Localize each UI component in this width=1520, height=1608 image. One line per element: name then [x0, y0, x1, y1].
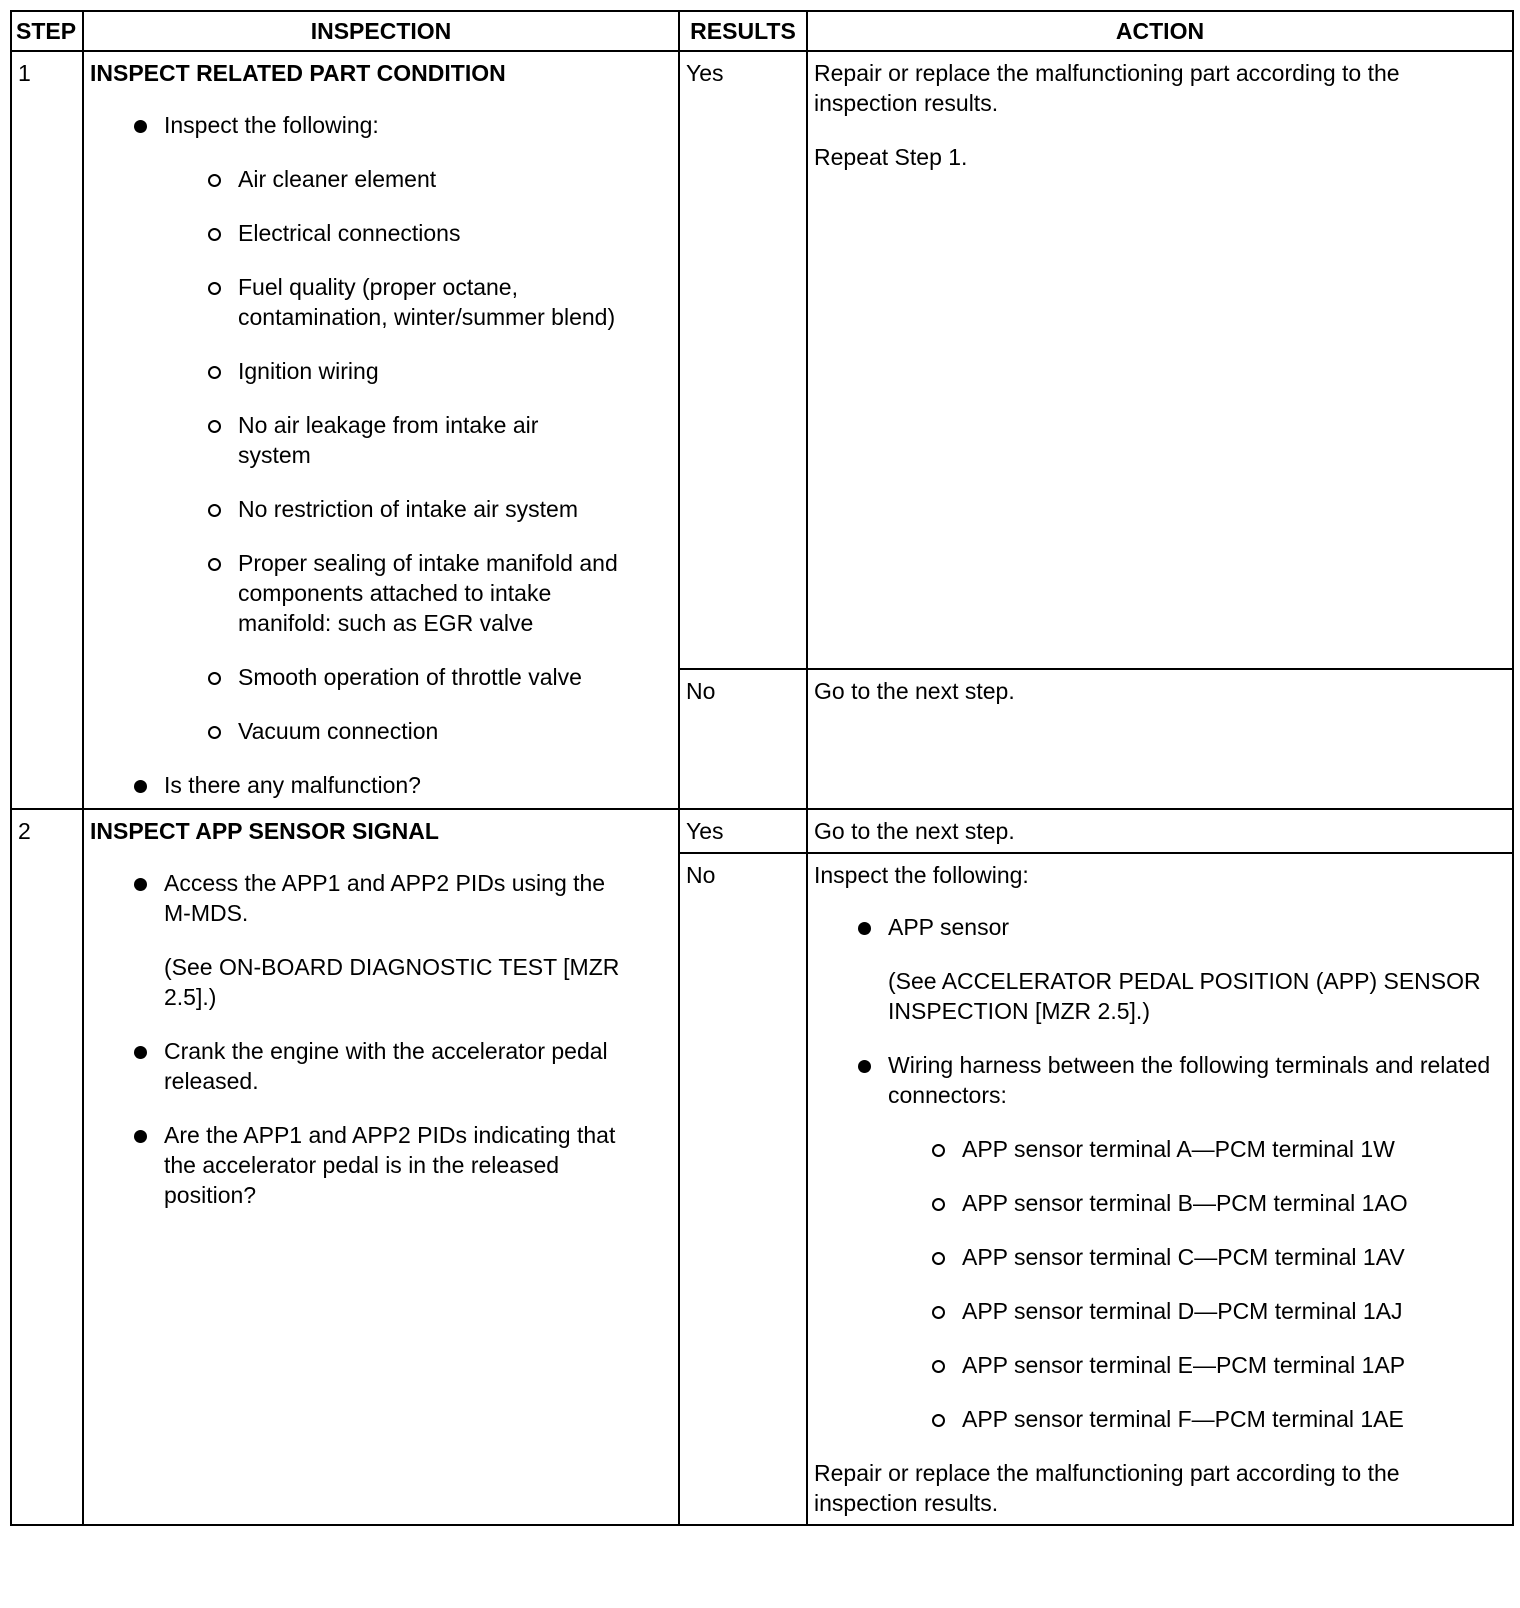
- step2-no-intro: Inspect the following:: [814, 862, 1029, 888]
- circle-bullet-icon: [208, 558, 221, 571]
- list-item: [858, 912, 1506, 1026]
- circle-bullet-icon: [932, 1306, 945, 1319]
- step1-yes-row: [11, 51, 1513, 669]
- step2-no-bullet1-note: (See ACCELERATOR PEDAL POSITION (APP) SENSOR INSPECTION [MZR 2.5].): [888, 968, 1481, 1024]
- header-action: ACTION: [807, 11, 1513, 51]
- bullet-icon: [134, 780, 147, 793]
- bullet-icon: [134, 120, 147, 133]
- circle-bullet-icon: [932, 1144, 945, 1157]
- step1-number: 1: [11, 51, 83, 809]
- step1-action-yes: [807, 51, 1513, 669]
- circle-bullet-icon: [208, 366, 221, 379]
- step2-action-yes: Go to the next step.: [807, 809, 1513, 853]
- list-item: [932, 1134, 1506, 1164]
- check-item: Fuel quality (proper octane, contamination, winter/summer blend): [238, 274, 616, 330]
- list-item: [208, 548, 672, 638]
- step2-yes-row: [11, 809, 1513, 853]
- bullet-icon: [134, 1130, 147, 1143]
- step1-bullet-intro: Inspect the following:: [164, 112, 379, 138]
- list-item: [208, 662, 672, 692]
- list-item: [134, 1036, 652, 1096]
- circle-bullet-icon: [932, 1414, 945, 1427]
- list-item: [208, 716, 672, 746]
- check-item: Air cleaner element: [238, 166, 437, 192]
- header-results: RESULTS: [679, 11, 807, 51]
- list-item: [208, 164, 672, 194]
- terminal-list: [888, 1134, 1506, 1434]
- step1-checklist: [164, 164, 672, 746]
- step2-result-yes: Yes: [679, 809, 807, 853]
- list-item: [208, 272, 672, 332]
- step2-bullets: [90, 868, 672, 1210]
- step2-action-no: [807, 853, 1513, 1525]
- circle-bullet-icon: [932, 1252, 945, 1265]
- diagnostic-procedure: [10, 10, 1514, 1526]
- list-item: [208, 218, 672, 248]
- step1-result-yes: Yes: [679, 51, 807, 669]
- step1-title: INSPECT RELATED PART CONDITION: [90, 60, 506, 86]
- terminal-item: APP sensor terminal C—PCM terminal 1AV: [962, 1244, 1405, 1270]
- step2-inspection: [83, 809, 679, 1525]
- list-item: [858, 1050, 1506, 1434]
- step2-bullet: Access the APP1 and APP2 PIDs using the M-MDS.: [164, 870, 606, 926]
- circle-bullet-icon: [208, 174, 221, 187]
- bullet-icon: [134, 878, 147, 891]
- check-item: Proper sealing of intake manifold and components attached to intake manifold: such as EGR valve: [238, 550, 618, 636]
- list-item: [208, 356, 672, 386]
- step2-no-bullet: APP sensor: [888, 914, 1010, 940]
- step2-result-no: No: [679, 853, 807, 1525]
- step2-no-closing: Repair or replace the malfunctioning part according to the inspection results.: [814, 1460, 1400, 1516]
- circle-bullet-icon: [932, 1360, 945, 1373]
- list-item: [208, 494, 672, 524]
- list-item: [134, 1120, 652, 1210]
- circle-bullet-icon: [208, 420, 221, 433]
- header-step: STEP: [11, 11, 83, 51]
- check-item: No restriction of intake air system: [238, 496, 579, 522]
- step1-yes-action2: Repeat Step 1.: [814, 144, 968, 170]
- step2-no-bullets: [814, 912, 1506, 1434]
- bullet-icon: [858, 922, 871, 935]
- list-item: [932, 1188, 1506, 1218]
- step1-action-no: Go to the next step.: [807, 669, 1513, 809]
- check-item: Smooth operation of throttle valve: [238, 664, 582, 690]
- terminal-item: APP sensor terminal F—PCM terminal 1AE: [962, 1406, 1404, 1432]
- circle-bullet-icon: [208, 726, 221, 739]
- step2-bullet1-note: (See ON-BOARD DIAGNOSTIC TEST [MZR 2.5].): [164, 954, 620, 1010]
- header-row: [11, 11, 1513, 51]
- check-item: No air leakage from intake air system: [238, 412, 539, 468]
- list-item: [134, 770, 672, 800]
- step1-yes-action: Repair or replace the malfunctioning part according to the inspection results.: [814, 60, 1400, 116]
- step2-bullet: Crank the engine with the accelerator pedal released.: [164, 1038, 608, 1094]
- list-item: [932, 1242, 1506, 1272]
- list-item: [134, 110, 672, 746]
- terminal-item: APP sensor terminal D—PCM terminal 1AJ: [962, 1298, 1403, 1324]
- terminal-item: APP sensor terminal B—PCM terminal 1AO: [962, 1190, 1408, 1216]
- circle-bullet-icon: [208, 282, 221, 295]
- circle-bullet-icon: [208, 228, 221, 241]
- circle-bullet-icon: [932, 1198, 945, 1211]
- step1-result-no: No: [679, 669, 807, 809]
- step1-inspection: [83, 51, 679, 809]
- circle-bullet-icon: [208, 672, 221, 685]
- troubleshooting-table: [10, 10, 1514, 1526]
- list-item: [932, 1350, 1506, 1380]
- step2-bullet: Are the APP1 and APP2 PIDs indicating that the accelerator pedal is in the released position?: [164, 1122, 616, 1208]
- terminal-item: APP sensor terminal E—PCM terminal 1AP: [962, 1352, 1406, 1378]
- step1-bullets: [90, 110, 672, 800]
- circle-bullet-icon: [208, 504, 221, 517]
- header-inspection: INSPECTION: [83, 11, 679, 51]
- check-item: Electrical connections: [238, 220, 461, 246]
- step2-number: 2: [11, 809, 83, 1525]
- check-item: Vacuum connection: [238, 718, 439, 744]
- bullet-icon: [858, 1060, 871, 1073]
- terminal-item: APP sensor terminal A—PCM terminal 1W: [962, 1136, 1395, 1162]
- bullet-icon: [134, 1046, 147, 1059]
- list-item: [932, 1296, 1506, 1326]
- check-item: Ignition wiring: [238, 358, 379, 384]
- step2-no-bullet: Wiring harness between the following terminals and related connectors:: [888, 1052, 1491, 1108]
- step1-question: Is there any malfunction?: [164, 772, 421, 798]
- list-item: [134, 868, 652, 1012]
- list-item: [208, 410, 672, 470]
- list-item: [932, 1404, 1506, 1434]
- step2-title: INSPECT APP SENSOR SIGNAL: [90, 818, 439, 844]
